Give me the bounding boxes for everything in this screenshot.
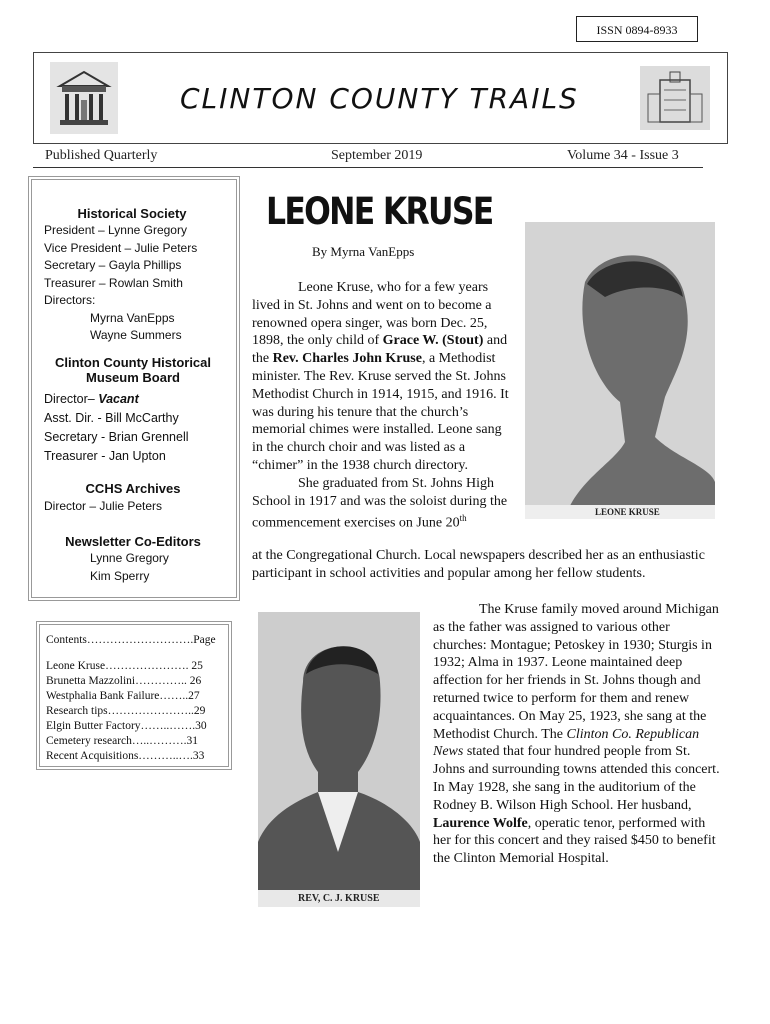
museum-board-list	[44, 390, 189, 466]
officer-line: Vice President – Julie Peters	[44, 240, 198, 255]
museum-heading-line: Museum Board	[86, 370, 180, 385]
contents-header: Contents……………………….Page	[46, 634, 216, 646]
leone-kruse-portrait	[525, 222, 715, 519]
editors-heading: Newsletter Co-Editors	[65, 534, 201, 549]
contents-item[interactable]: Leone Kruse…………………. 25	[46, 660, 203, 672]
masthead-title: CLINTON COUNTY TRAILS	[180, 82, 579, 115]
photo1-caption: LEONE KRUSE	[595, 507, 660, 517]
museum-director-vacant: Vacant	[98, 392, 139, 406]
issn-box: ISSN 0894-8933	[576, 16, 698, 42]
editor-name: Kim Sperry	[90, 568, 150, 583]
header-rule	[33, 167, 703, 168]
contents-list	[40, 648, 228, 764]
museum-line: Secretary - Brian Grennell	[44, 430, 189, 444]
museum-building-logo	[50, 62, 118, 134]
publication-frequency: Published Quarterly	[45, 148, 158, 163]
director-name: Wayne Summers	[90, 328, 182, 342]
editors-list	[90, 550, 169, 585]
archives-heading: CCHS Archives	[85, 481, 181, 496]
contents-item[interactable]: Research tips…………………..29	[46, 705, 206, 717]
article-paragraph: Leone Kruse, who for a few years lived in St. Johns and went on to become a renowned opera singer, was born Dec. 25, 1898, the only child of Grace W. (Stout) and the Rev. Charles John Kruse, a Methodist minister. The Rev. Kruse served the St. Johns Methodist Church in 1914, 1915, and 1916. It was during his tenure that the church’s memorial chimes were installed. Leone sang in the church choir and was listed as a “chimer” in the 1938 church directory.	[252, 280, 509, 473]
officer-line: Treasurer – Rowlan Smith	[44, 275, 183, 290]
editor-name: Lynne Gregory	[90, 551, 169, 565]
article-headline: LEONE KRUSE	[266, 190, 493, 233]
contents-item[interactable]: Cemetery research…..……….31	[46, 735, 199, 747]
rev-kruse-portrait	[258, 612, 420, 907]
society-heading: Historical Society	[77, 206, 187, 221]
volume-issue: Volume 34 - Issue 3	[567, 148, 679, 163]
society-officers	[44, 222, 197, 345]
archives-director: Director – Julie Peters	[44, 499, 163, 513]
officer-line: Directors:	[44, 293, 96, 307]
museum-heading-line: Clinton County Historical	[55, 355, 211, 370]
museum-director-line	[44, 390, 189, 409]
article-continuation: at the Congregational Church. Local newspapers described her as an enthusiastic participant in school activities and popular among her fellow students.	[252, 548, 705, 581]
photo2-caption: REV, C. J. KRUSE	[298, 893, 380, 904]
contents-item[interactable]: Recent Acquisitions………..….33	[46, 750, 205, 762]
school-building-sketch	[640, 66, 710, 130]
contents-item[interactable]: Westphalia Bank Failure……..27	[46, 690, 200, 702]
issue-date: September 2019	[331, 148, 423, 163]
officer-line: Secretary – Gayla Phillips	[44, 258, 182, 272]
contents-box	[36, 621, 232, 770]
article-paragraph: She graduated from St. Johns High School in 1917 and was the soloist during the commencement exercises on June 20th	[252, 475, 508, 532]
article-column-2: The Kruse family moved around Michigan as the father was assigned to various other churches: Montague; Petoskey in 1930; Sturgis in 1932; Alma in 1937. Leone maintained deep affection for her friends in St. Johns though and returned twice to perform for them and renew acquaintances. On May 25, 1923, she sang at the Methodist Church. The Clinton Co. Republican News stated that four hundred people from St. Johns and surrounding towns attended this concert. In May 1928, she sang in the auditorium of the Rodney B. Wilson High School. Her husband, Laurence Wolfe, operatic tenor, performed with her for this concert and they raised $450 to benefit the Clinton Memorial Hospital.	[433, 602, 720, 867]
officer-line: President – Lynne Gregory	[44, 223, 187, 237]
director-name: Myrna VanEpps	[90, 310, 175, 325]
contents-item[interactable]: Elgin Butter Factory……..…….30	[46, 720, 207, 732]
museum-board-heading	[40, 355, 226, 385]
article-byline: By Myrna VanEpps	[312, 244, 415, 259]
museum-line: Treasurer - Jan Upton	[44, 449, 166, 463]
article-column-1	[252, 279, 514, 533]
museum-line: Asst. Dir. - Bill McCarthy	[44, 411, 179, 425]
contents-item[interactable]: Brunetta Mazzolini………….. 26	[46, 675, 202, 687]
museum-director-label: Director–	[44, 392, 95, 406]
